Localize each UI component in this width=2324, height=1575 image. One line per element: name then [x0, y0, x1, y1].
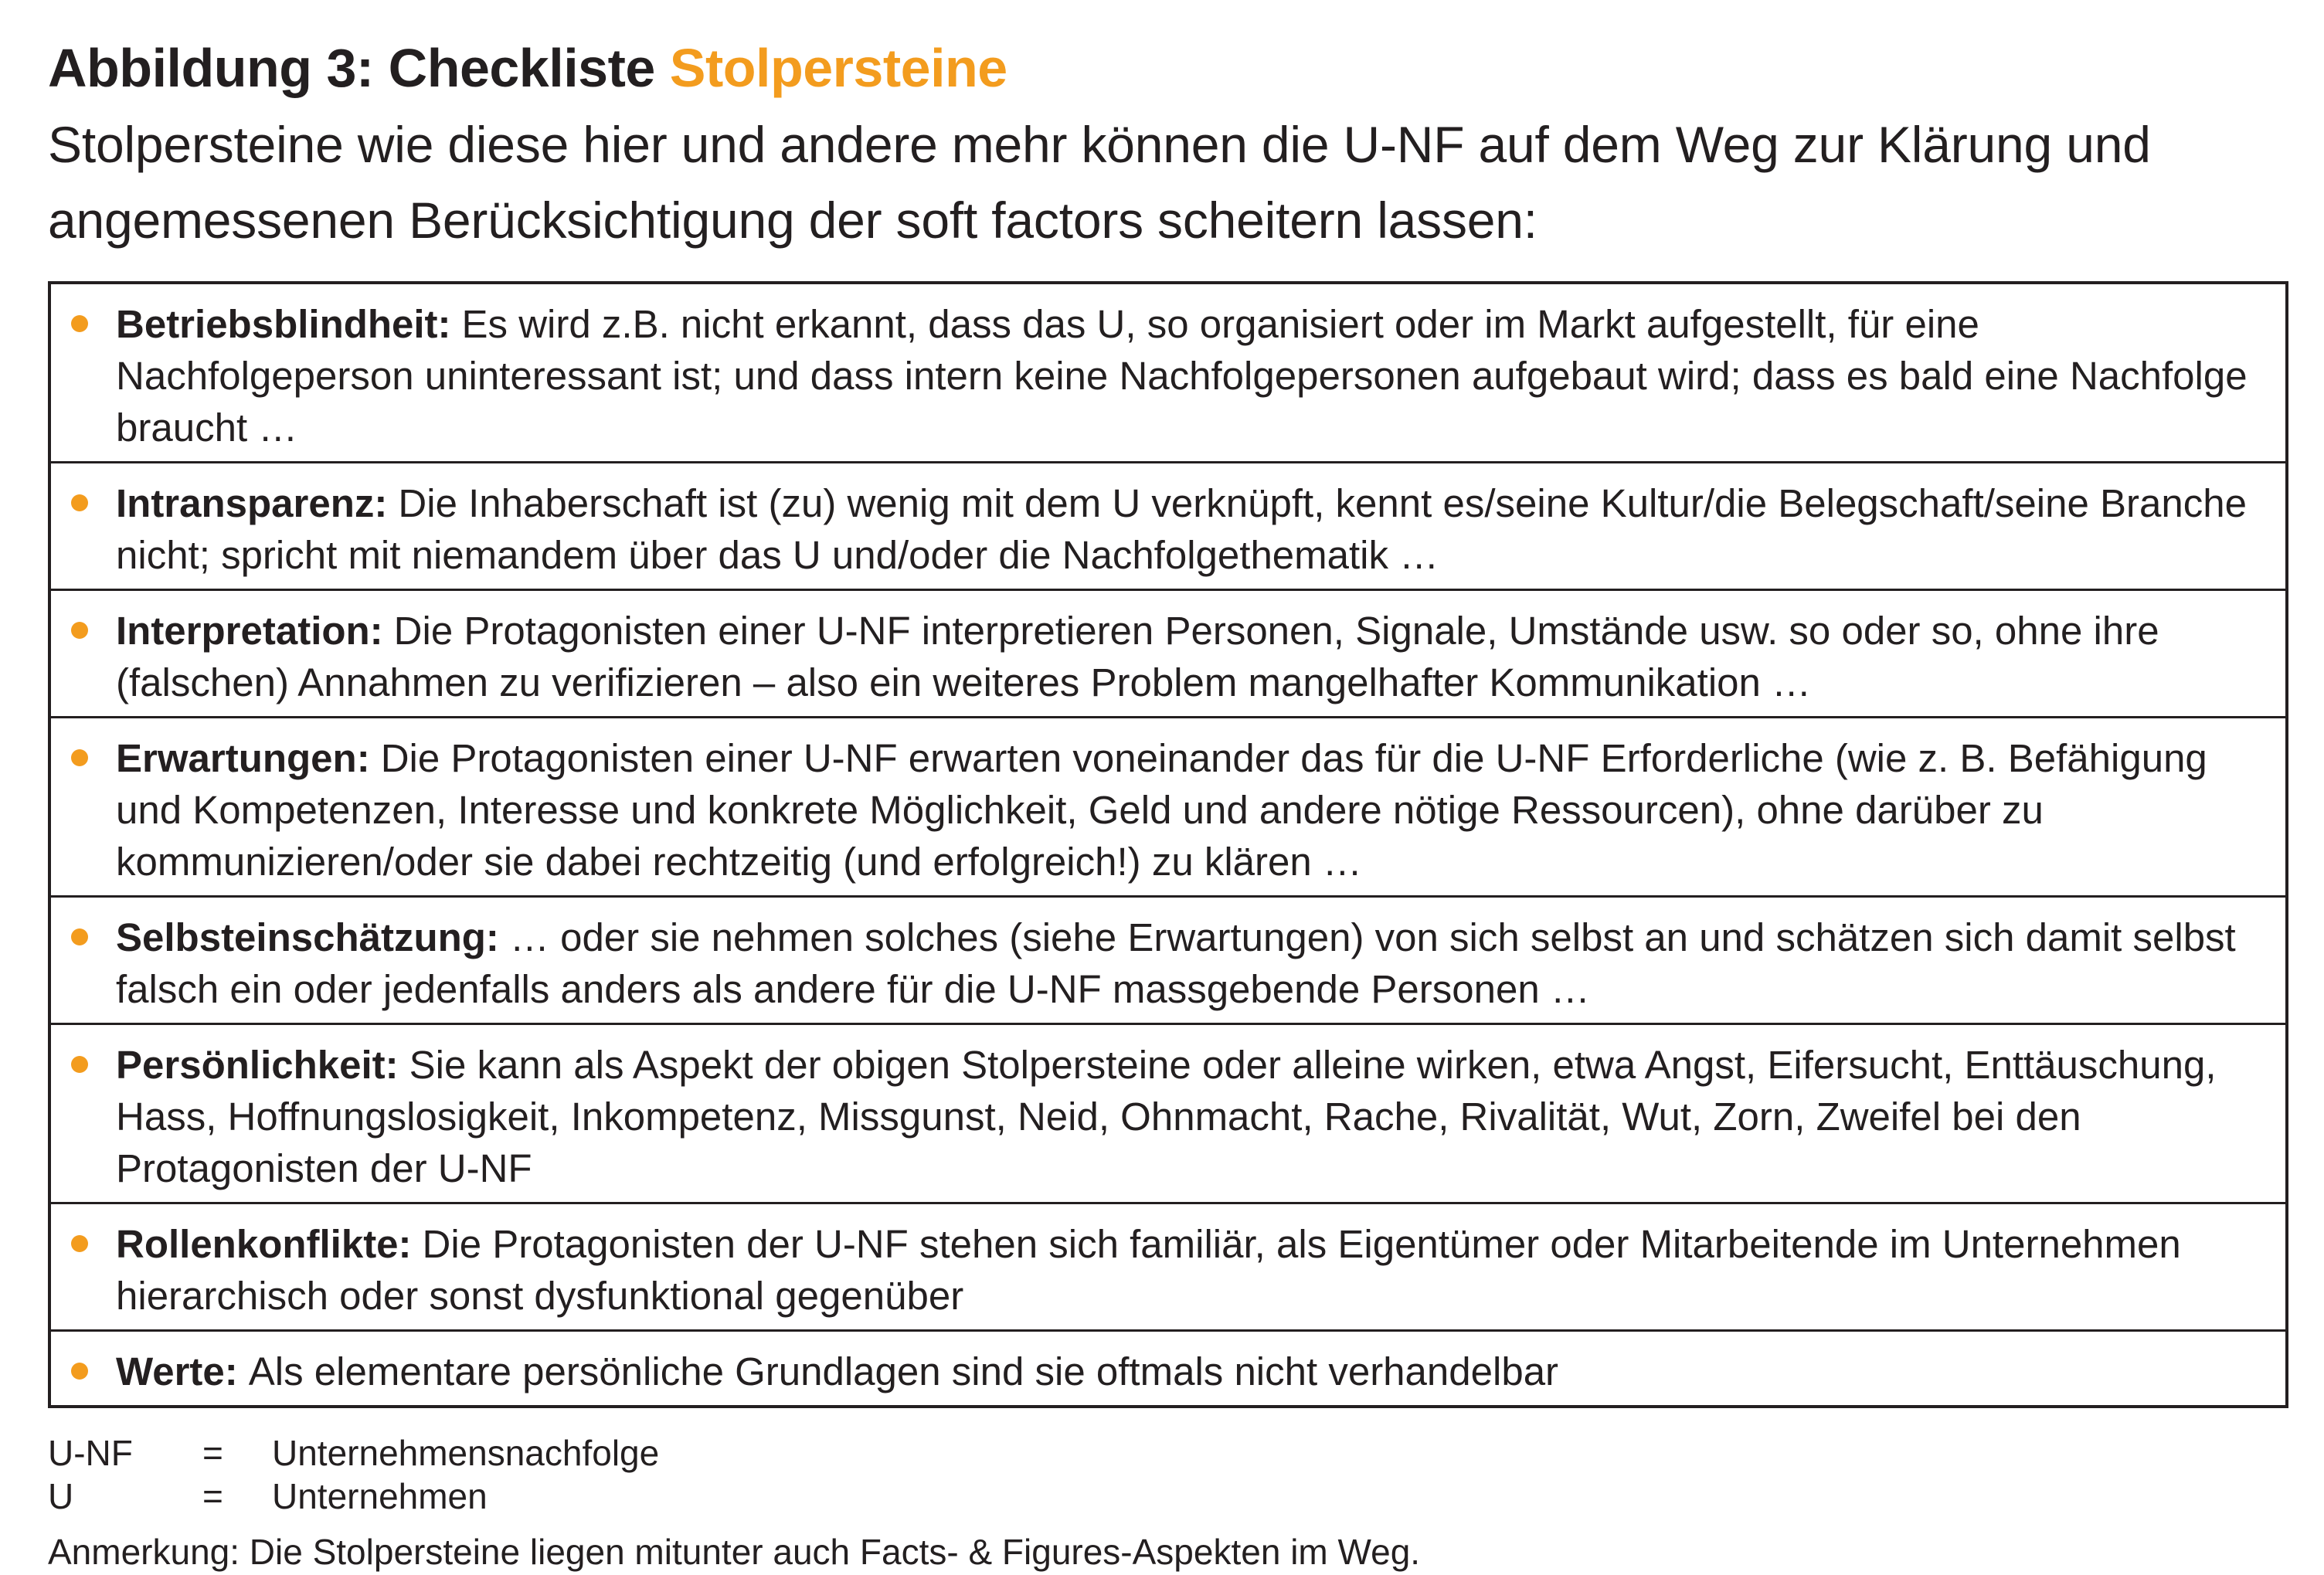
- legend-note: Anmerkung: Die Stolpersteine liegen mitunter auch Facts- & Figures-Aspekten im Weg.: [48, 1532, 1421, 1572]
- bullet-icon: [71, 494, 88, 511]
- checklist-item: [51, 716, 2285, 895]
- legend-abbreviation: U: [48, 1476, 74, 1516]
- bullet-icon: [71, 1235, 88, 1252]
- figure: [48, 31, 2288, 1575]
- legend-entry: [48, 1475, 2288, 1518]
- legend-entry: [48, 1431, 2288, 1475]
- checklist-item-body: [116, 911, 2258, 1015]
- checklist-item: [51, 1202, 2285, 1329]
- checklist-item: [51, 589, 2285, 716]
- checklist-item-term: Rollenkonflikte:: [116, 1222, 412, 1266]
- checklist-item: [51, 895, 2285, 1023]
- checklist-item-body: [116, 1039, 2258, 1194]
- checklist-item-term: Betriebsblindheit:: [116, 302, 451, 346]
- checklist-item-term: Persönlichkeit:: [116, 1043, 399, 1087]
- checklist-item-term: Erwartungen:: [116, 736, 370, 780]
- legend-meaning: Unternehmensnachfolge: [272, 1433, 660, 1473]
- checklist-item: [51, 284, 2285, 461]
- figure-title: [48, 31, 2288, 105]
- checklist-item-term: Interpretation:: [116, 609, 383, 653]
- bullet-icon: [71, 622, 88, 639]
- checklist-item: [51, 1023, 2285, 1202]
- checklist-item-body: [116, 1346, 2258, 1397]
- checklist-item-text: Die Protagonisten einer U-NF interpretieren Personen, Signale, Umstände usw. so oder so, ohne ihre (falschen) Annahmen zu verifizieren – also ein weiteres Problem mangelhafter Kommunikation …: [116, 609, 2159, 704]
- legend-equals: =: [202, 1433, 223, 1473]
- bullet-icon: [71, 749, 88, 766]
- checklist-item-text: Es wird z.B. nicht erkannt, dass das U, so organisiert oder im Markt aufgestellt, für eine Nachfolgeperson uninteressant ist; und dass intern keine Nachfolgepersonen aufgebaut wird; dass es bald eine Nachfolge braucht …: [116, 302, 2248, 450]
- legend-abbreviation: U-NF: [48, 1433, 133, 1473]
- checklist-item-term: Selbsteinschätzung:: [116, 915, 499, 959]
- bullet-icon: [71, 315, 88, 332]
- checklist-item-term: Intransparenz:: [116, 481, 388, 525]
- checklist-item-text: Sie kann als Aspekt der obigen Stolpersteine oder alleine wirken, etwa Angst, Eifersucht, Enttäuschung, Hass, Hoffnungslosigkeit, Inkompetenz, Missgunst, Neid, Ohnmacht, Rache, Rivalität, Wut, Zorn, Zweifel bei den Protagonisten der U-NF: [116, 1043, 2217, 1190]
- checklist-item-text: Die Protagonisten der U-NF stehen sich familiär, als Eigentümer oder Mitarbeitende im Unternehmen hierarchisch oder sonst dysfunktional gegenüber: [116, 1222, 2181, 1318]
- figure-title-main: Abbildung 3: Checkliste: [48, 38, 655, 98]
- checklist-item-term: Werte:: [116, 1349, 238, 1393]
- checklist-item-text: Als elementare persönliche Grundlagen sind sie oftmals nicht verhandelbar: [248, 1349, 1559, 1393]
- checklist-item-text: Die Protagonisten einer U-NF erwarten voneinander das für die U-NF Erforderliche (wie z. B. Befähigung und Kompetenzen, Interesse und konkrete Möglichkeit, Geld und andere nötige Ressourcen), ohne darüber zu kommunizieren/oder sie dabei rechtzeitig (und erfolgreich!) zu klären …: [116, 736, 2207, 884]
- checklist-item-text: Die Inhaberschaft ist (zu) wenig mit dem U verknüpft, kennt es/seine Kultur/die Belegschaft/seine Branche nicht; spricht mit niemandem über das U und/oder die Nachfolgethematik …: [116, 481, 2247, 577]
- checklist-box: [48, 281, 2288, 1408]
- legend: [48, 1431, 2288, 1575]
- legend-equals: =: [202, 1476, 223, 1516]
- figure-title-accent: Stolpersteine: [669, 38, 1007, 98]
- checklist-item-body: [116, 732, 2258, 888]
- bullet-icon: [71, 928, 88, 945]
- checklist-item-body: [116, 477, 2258, 581]
- checklist-item-text: … oder sie nehmen solches (siehe Erwartungen) von sich selbst an und schätzen sich damit selbst falsch ein oder jedenfalls anders als andere für die U-NF massgebende Personen …: [116, 915, 2236, 1011]
- checklist-item-body: [116, 605, 2258, 708]
- checklist-item-body: [116, 1218, 2258, 1322]
- figure-intro: Stolpersteine wie diese hier und andere mehr können die U-NF auf dem Weg zur Klärung und angemessenen Berücksichtigung der soft factors scheitern lassen:: [48, 116, 2151, 249]
- bullet-icon: [71, 1056, 88, 1073]
- checklist-item-body: [116, 298, 2258, 453]
- checklist-item: [51, 461, 2285, 589]
- checklist-item: [51, 1329, 2285, 1405]
- legend-meaning: Unternehmen: [272, 1476, 488, 1516]
- bullet-icon: [71, 1363, 88, 1380]
